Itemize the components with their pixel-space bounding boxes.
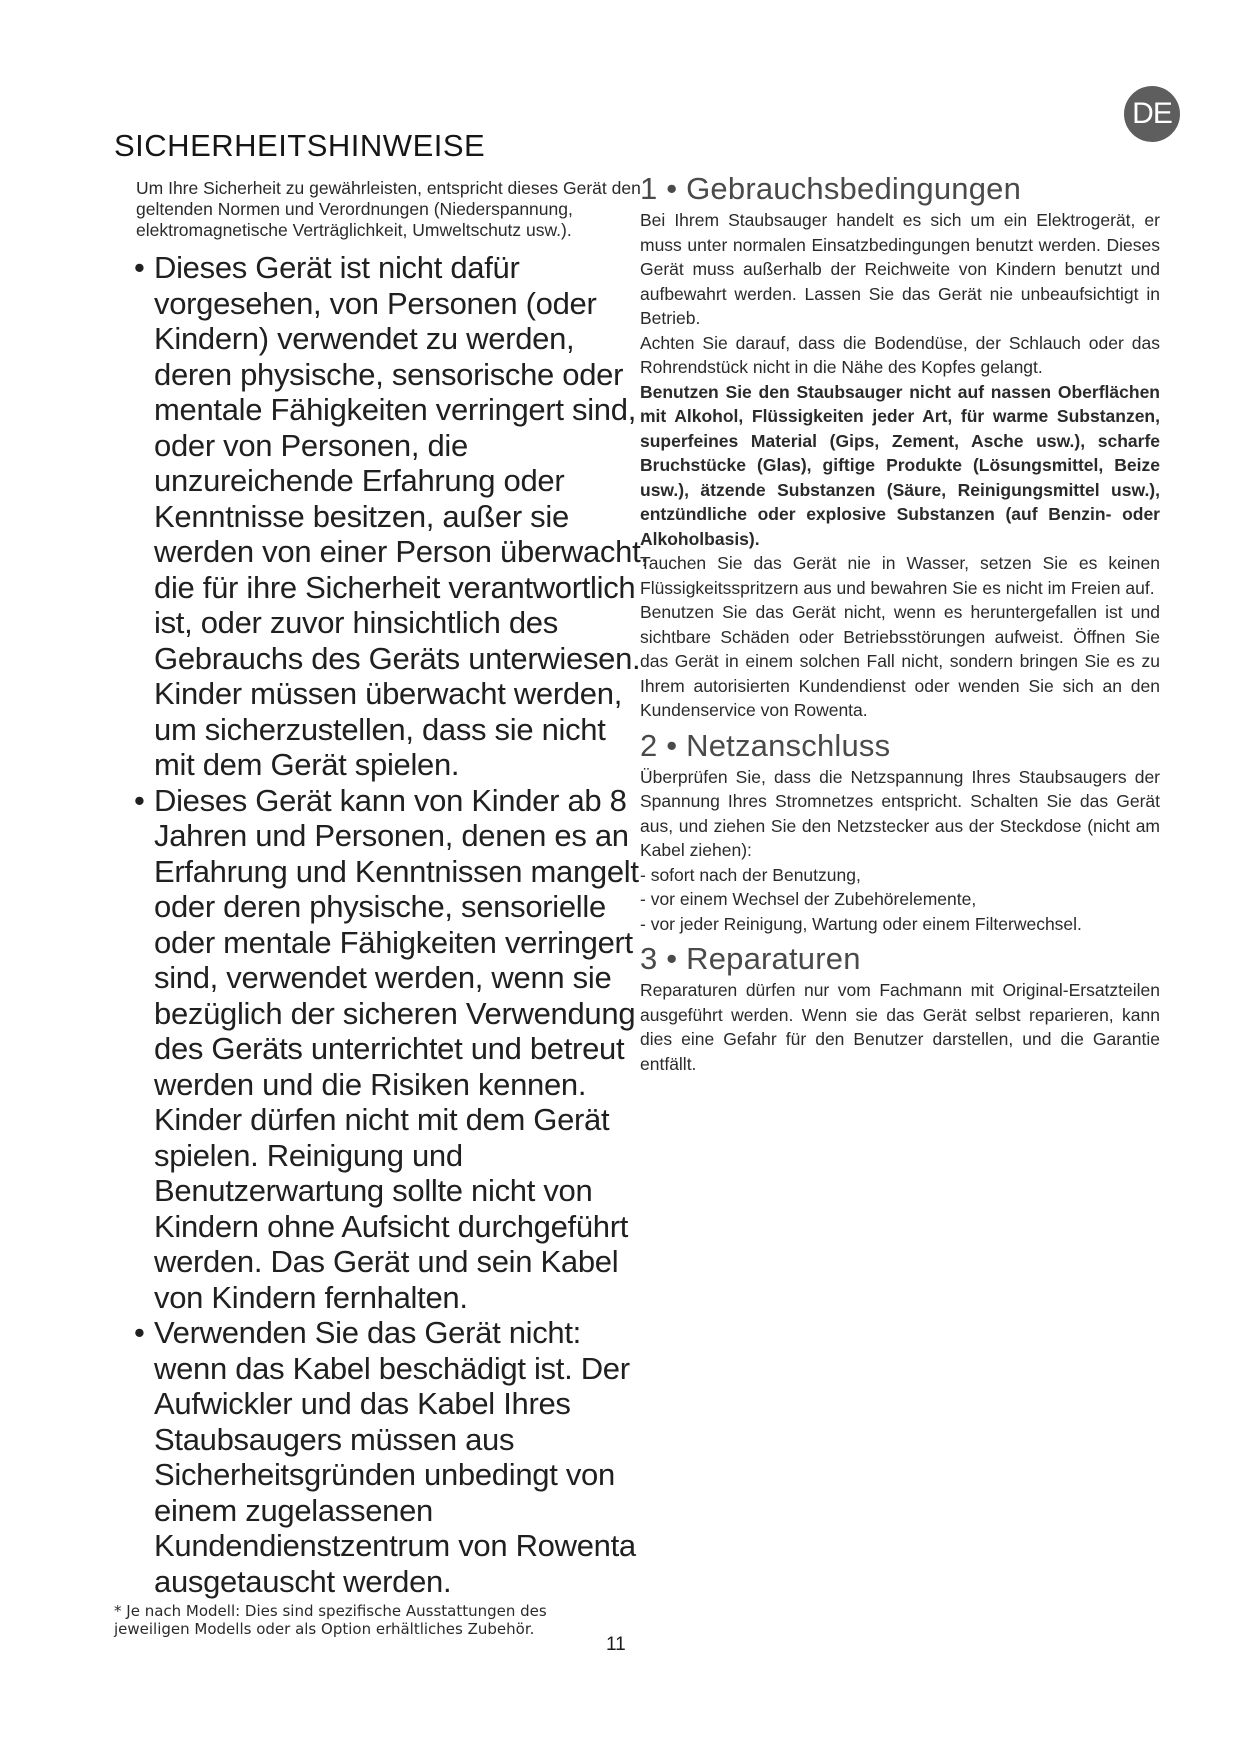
section-paragraph: Achten Sie darauf, dass die Bodendüse, der Schlauch oder das Rohrendstück nicht in die Nähe des Kopfes gelangt.	[640, 332, 1160, 377]
section-power-connection	[640, 727, 1160, 937]
section-title: 2 • Netzanschluss	[640, 727, 891, 763]
bullet-paragraph: Verwenden Sie das Gerät nicht: wenn das Kabel beschädigt ist. Der Aufwickler und das Kabel Ihres Staubsaugers müssen aus Sicherheitsgründen unbedingt von einem zugelassenen Kundendienstzentrum von Rowenta ausgetauscht werden.	[154, 1315, 636, 1599]
right-column	[640, 170, 1160, 1076]
safety-bullet-1	[134, 250, 649, 783]
section-paragraph: Überprüfen Sie, dass die Netzspannung Ihres Staubsaugers der Spannung Ihres Stromnetzes entspricht. Schalten Sie das Gerät aus, und ziehen Sie den Netzstecker aus der Steckdose (nicht am Kabel ziehen):	[640, 766, 1160, 860]
list-item: - vor jeder Reinigung, Wartung oder einem Filterwechsel.	[640, 913, 1082, 934]
bullet-paragraph: Dieses Gerät ist nicht dafür vorgesehen, von Personen (oder Kindern) verwendet zu werden, deren physische, sensorische oder mentale Fähigkeiten verringert sind, oder von Personen, die unzureichende Erfahrung oder Kenntnisse besitzen, außer sie werden von einer Person überwacht, die für ihre Sicherheit verantwortlich ist, oder zuvor hinsichtlich des Gebrauchs des Geräts unterwiesen.	[154, 250, 649, 676]
section-usage-conditions	[640, 170, 1160, 723]
bullet-dot-icon: •	[134, 250, 145, 285]
intro-paragraph: Um Ihre Sicherheit zu gewährleisten, entspricht dieses Gerät den geltenden Normen und Verordnungen (Niederspannung, elektromagnetische Verträglichkeit, Umweltschutz usw.).	[136, 178, 641, 240]
bullet-paragraph: Kinder müssen überwacht werden, um sicherzustellen, dass sie nicht mit dem Gerät spielen.	[154, 676, 623, 782]
page-title: SICHERHEITSHINWEISE	[114, 128, 486, 163]
warning-paragraph: Benutzen Sie den Staubsauger nicht auf nassen Oberflächen mit Alkohol, Flüssigkeiten jeder Art, für warme Substanzen, superfeines Material (Gips, Zement, Asche usw.), scharfe Bruchstücke (Glas), giftige Produkte (Lösungsmittel, Beize usw.), ätzende Substanzen (Säure, Reinigungsmittel usw.), entzündliche oder explosive Substanzen (auf Benzin- oder Alkoholbasis).	[640, 381, 1160, 549]
footnote: * Je nach Modell: Dies sind spezifische Ausstattungen des jeweiligen Modells oder als Option erhältliches Zubehör.	[114, 1602, 547, 1638]
safety-bullet-2	[134, 783, 649, 1316]
bullet-dot-icon: •	[134, 782, 145, 818]
safety-bullet-3	[134, 1315, 649, 1599]
unplug-list	[640, 863, 1160, 937]
list-item: - vor einem Wechsel der Zubehörelemente,	[640, 889, 977, 909]
safety-bullet-list	[134, 250, 649, 1599]
page-number: 11	[606, 1634, 626, 1655]
section-paragraph: Tauchen Sie das Gerät nie in Wasser, setzen Sie es keinen Flüssigkeitsspritzern aus und bewahren Sie es nicht im Freien auf.	[640, 553, 1160, 598]
language-badge: DE	[1124, 86, 1180, 142]
bullet-dot-icon: •	[134, 1315, 145, 1350]
section-repairs	[640, 940, 1160, 1076]
bullet-paragraph: Dieses Gerät kann von Kinder ab 8 Jahren und Personen, denen es an Erfahrung und Kenntnissen mangelt oder deren physische, sensorielle oder mentale Fähigkeiten verringert sind, verwendet werden, wenn sie bezüglich der sicheren Verwendung des Geräts unterrichtet und betreut werden und die Risiken kennen. Kinder dürfen nicht mit dem Gerät spielen. Reinigung und Benutzerwartung sollte nicht von Kindern ohne Aufsicht durchgeführt werden. Das Gerät und sein Kabel von Kindern fernhalten.	[154, 782, 639, 1315]
section-paragraph: Bei Ihrem Staubsauger handelt es sich um ein Elektrogerät, er muss unter normalen Einsatzbedingungen benutzt werden. Dieses Gerät muss außerhalb der Reichweite von Kindern benutzt und aufbewahrt werden. Lassen Sie das Gerät nie unbeaufsichtigt in Betrieb.	[640, 210, 1160, 328]
section-title: 1 • Gebrauchsbedingungen	[640, 171, 1022, 206]
section-paragraph: Reparaturen dürfen nur vom Fachmann mit Original-Ersatzteilen ausgeführt werden. Wenn sie das Gerät selbst reparieren, kann dies eine Gefahr für den Benutzer darstellen, und die Garantie entfällt.	[640, 980, 1160, 1074]
section-paragraph: Benutzen Sie das Gerät nicht, wenn es heruntergefallen ist und sichtbare Schäden oder Betriebsstörungen aufweist. Öffnen Sie das Gerät in einem solchen Fall nicht, sondern bringen Sie es zu Ihrem autorisierten Kundendienst oder wenden Sie sich an den Kundenservice von Rowenta.	[640, 602, 1160, 720]
list-item: - sofort nach der Benutzung,	[640, 864, 861, 885]
section-title: 3 • Reparaturen	[640, 941, 861, 976]
